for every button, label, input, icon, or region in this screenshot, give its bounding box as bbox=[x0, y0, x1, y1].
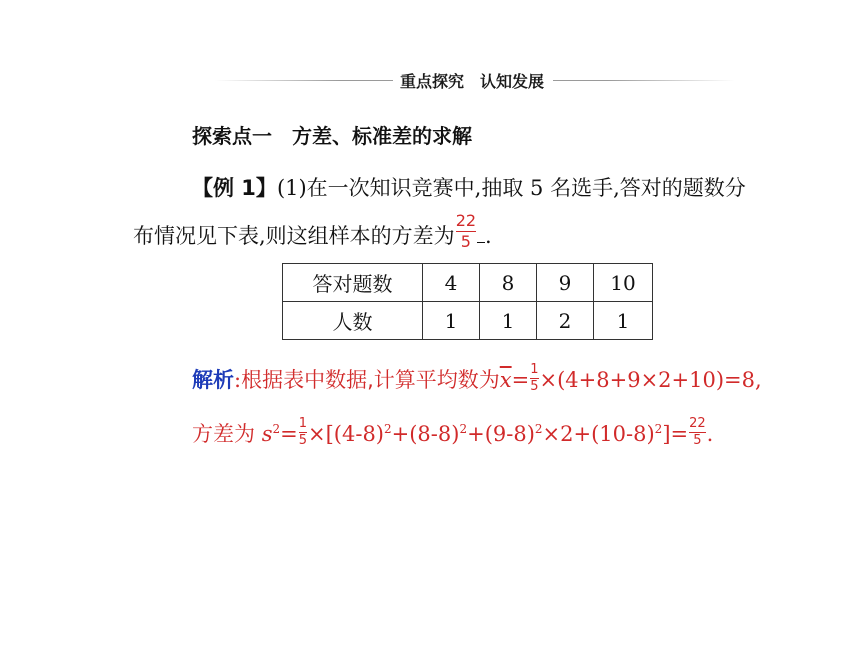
section-title: 探索点一 方差、标准差的求解 bbox=[192, 124, 472, 148]
header-divider-left bbox=[215, 80, 393, 81]
result-fraction bbox=[689, 417, 706, 448]
variance-expr-c: +(9-8) bbox=[467, 422, 535, 446]
variance-expr-b: +(8-8) bbox=[391, 422, 460, 446]
solution-text-2: 方差为 bbox=[192, 422, 262, 446]
variance-expr-e: ]= bbox=[662, 422, 689, 446]
solution-line-2 bbox=[192, 418, 713, 451]
section-header bbox=[215, 68, 735, 92]
table-cell: 9 bbox=[537, 264, 594, 302]
variance-exponent: 2 bbox=[272, 422, 281, 436]
table-cell: 2 bbox=[537, 302, 594, 340]
table-cell: 1 bbox=[594, 302, 653, 340]
solution-end: . bbox=[706, 422, 714, 446]
problem-line-1 bbox=[192, 172, 746, 202]
answer-denominator: 5 bbox=[460, 232, 471, 251]
table-cell: 8 bbox=[480, 264, 537, 302]
problem-line-2 bbox=[133, 211, 492, 257]
equals-sign: = bbox=[511, 368, 530, 392]
table-header-label: 答对题数 bbox=[283, 264, 423, 302]
answer-blank bbox=[477, 242, 485, 243]
square-exponent: 2 bbox=[534, 422, 543, 436]
fraction-denominator: 5 bbox=[530, 379, 539, 394]
data-table bbox=[282, 263, 653, 340]
fraction-denominator: 5 bbox=[693, 433, 702, 448]
table-row bbox=[283, 264, 653, 302]
example-tag: 【例 1】 bbox=[192, 176, 277, 200]
fraction-numerator: 1 bbox=[298, 416, 307, 431]
fraction-numerator: 1 bbox=[530, 362, 539, 377]
variance-symbol: s bbox=[261, 422, 273, 446]
table-cell: 1 bbox=[423, 302, 480, 340]
equals-sign: = bbox=[280, 422, 298, 446]
answer-numerator: 22 bbox=[455, 211, 477, 230]
solution-colon: : bbox=[234, 368, 242, 392]
square-exponent: 2 bbox=[384, 422, 392, 436]
answer-fraction bbox=[456, 212, 476, 251]
table-cell: 4 bbox=[423, 264, 480, 302]
fraction-denominator: 5 bbox=[298, 433, 307, 448]
mean-symbol: $\overline{x}$ bbox=[499, 368, 512, 392]
table-cell: 1 bbox=[480, 302, 537, 340]
square-exponent: 2 bbox=[459, 422, 468, 436]
mean-expression: ×(4+8+9×2+10)=8, bbox=[539, 368, 762, 392]
variance-expr-a: ×[(4-8) bbox=[308, 422, 384, 446]
solution-text-1: 根据表中数据,计算平均数为 bbox=[241, 368, 500, 392]
fraction-numerator: 22 bbox=[689, 416, 706, 431]
table-cell: 10 bbox=[594, 264, 653, 302]
solution-line-1 bbox=[192, 364, 762, 397]
variance-expr-d: ×2+(10-8) bbox=[542, 422, 655, 446]
table-row-label: 人数 bbox=[283, 302, 423, 340]
problem-text-end: . bbox=[485, 224, 492, 248]
table-row bbox=[283, 302, 653, 340]
solution-tag: 解析 bbox=[192, 368, 234, 392]
header-title: 重点探究 认知发展 bbox=[400, 72, 545, 91]
problem-text-1: (1)在一次知识竞赛中,抽取 5 名选手,答对的题数分 bbox=[276, 176, 746, 200]
fraction-one-fifth bbox=[530, 363, 538, 394]
fraction-one-fifth bbox=[299, 417, 307, 448]
problem-text-2: 布情况见下表,则这组样本的方差为 bbox=[133, 224, 455, 248]
square-exponent: 2 bbox=[654, 422, 663, 436]
header-divider-right bbox=[553, 80, 735, 81]
